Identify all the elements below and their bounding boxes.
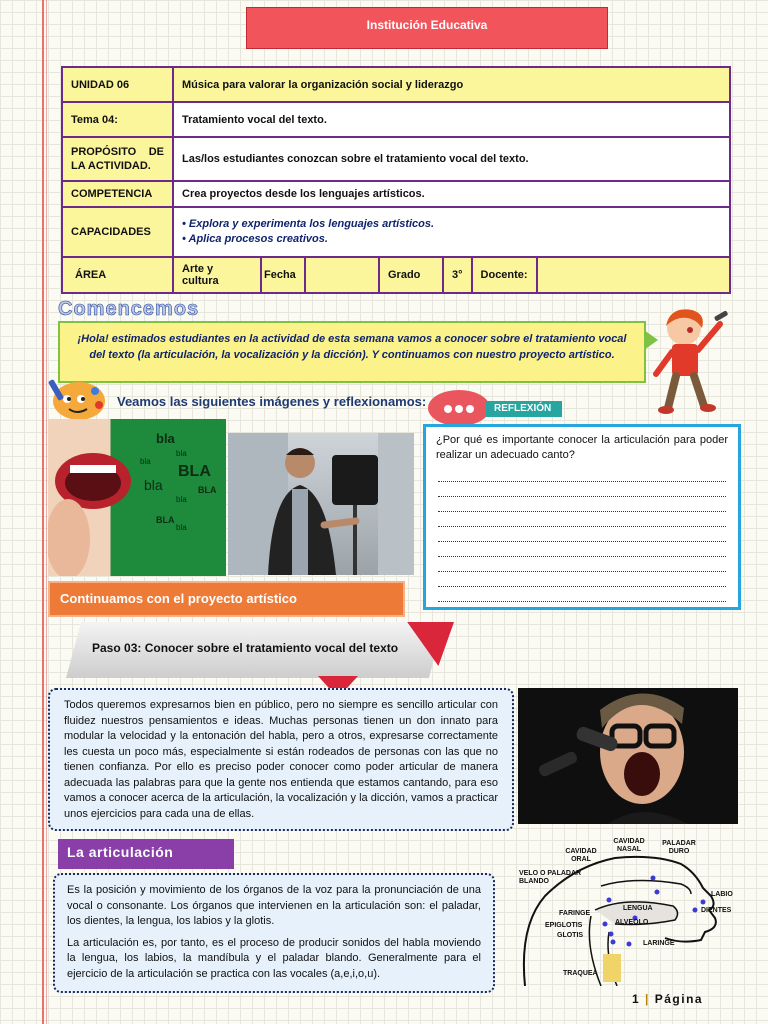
intro-text: Todos queremos expresarnos bien en público, pero no siempre es sencillo articular con fluidez nuestros pensamientos e ideas. Muchas personas tienen un don innato para modular la velocidad y la entonación del habla, pero a otros, expresarse correctamente les cuesta un poco más, especialmente si están rodeados de personas con las que no tienen confianza. Por ello es preciso poder conocer como poder articular de manera adecuada las palabras para que la gente nos entienda que estamos cantando, para eso vamos a conocer acerca de la articulación, la vocalización y la dicción, vamos a practicar unos ejercicios para cada una de ellas. — [64, 699, 498, 820]
label-traquea: TRAQUEA — [563, 970, 598, 977]
margin-line-secondary — [46, 0, 47, 1024]
page-number-value: 1 — [632, 992, 641, 1006]
reflexion-tag: REFLEXIÓN — [486, 401, 562, 417]
proposito-label: PROPÓSITO DE LA ACTIVIDAD. — [62, 137, 173, 181]
area-label: ÁREA — [62, 257, 173, 293]
label-paladar-duro: PALADAR DURO — [662, 840, 696, 855]
label-alveolo: ALVEOLO — [615, 919, 649, 926]
ellipsis-icon — [428, 390, 490, 426]
answer-line[interactable] — [438, 482, 726, 497]
mouth-illustration — [48, 419, 226, 576]
label-cavidad-nasal: CAVIDAD NASAL — [613, 838, 645, 853]
man-singing-illustration — [228, 433, 414, 575]
continuamos-title: Continuamos con el proyecto artístico — [60, 591, 297, 606]
page-word: Página — [654, 992, 704, 1006]
area-value: Arte y cultura — [173, 257, 261, 293]
answer-lines[interactable] — [436, 467, 728, 602]
bla-word: bla — [156, 431, 175, 446]
answer-line[interactable] — [438, 587, 726, 602]
docente-label: Docente: — [472, 257, 537, 293]
articulacion-text-box — [53, 873, 495, 993]
articulacion-title: La articulación — [58, 839, 234, 869]
label-laringe: LARINGE — [643, 940, 675, 947]
reflexion-bubble-icon — [428, 390, 490, 426]
answer-line[interactable] — [438, 497, 726, 512]
answer-line[interactable] — [438, 572, 726, 587]
capacidades-list — [173, 207, 730, 257]
tema-value: Tratamiento vocal del texto. — [173, 102, 730, 137]
veamos-heading: Veamos las siguientes imágenes y reflexionamos: — [117, 394, 427, 409]
institution-title: Institución Educativa — [366, 18, 488, 32]
capacidad-item: • Explora y experimenta los lenguajes artísticos. — [182, 218, 435, 230]
grado-value: 3° — [443, 257, 472, 293]
bla-word: BLA — [198, 485, 217, 495]
label-dientes: DIENTES — [701, 907, 732, 914]
competencia-label: COMPETENCIA — [62, 181, 173, 207]
bla-word: bla — [176, 495, 187, 504]
bla-word: BLA — [156, 515, 175, 525]
institution-header — [246, 7, 608, 49]
man-singing-image — [228, 433, 414, 575]
singer-microphone-image — [518, 688, 738, 824]
capacidades-label: CAPACIDADES — [62, 207, 173, 257]
singing-boy-illustration — [650, 306, 736, 418]
label-labio: LABIO — [711, 891, 733, 898]
greeting-box — [58, 321, 646, 383]
label-faringe: FARINGE — [559, 910, 591, 917]
continuamos-banner — [48, 581, 405, 617]
label-glotis: GLOTIS — [557, 932, 584, 939]
bla-word: bla — [144, 477, 163, 493]
label-epiglotis: EPIGLOTIS — [545, 922, 583, 929]
capacidad-item: • Aplica procesos creativos. — [182, 233, 328, 245]
label-lengua: LENGUA — [623, 905, 653, 912]
fecha-label: Fecha — [261, 257, 305, 293]
unidad-value: Música para valorar la organización social y liderazgo — [173, 67, 730, 102]
unidad-label: UNIDAD 06 — [62, 67, 173, 102]
page-separator: | — [645, 992, 650, 1006]
reflection-question: ¿Por qué es importante conocer la articulación para poder realizar un adecuado canto? — [436, 434, 728, 461]
activity-info-table — [61, 66, 731, 294]
docente-value[interactable] — [537, 257, 730, 293]
competencia-value: Crea proyectos desde los lenguajes artísticos. — [173, 181, 730, 207]
bla-word: bla — [176, 523, 187, 532]
tema-label: Tema 04: — [62, 102, 173, 137]
page-number — [632, 992, 703, 1006]
answer-line[interactable] — [438, 557, 726, 572]
label-cavidad-oral: CAVIDAD ORAL — [565, 848, 597, 863]
talking-mouth-image — [48, 419, 226, 576]
grado-label: Grado — [379, 257, 443, 293]
proposito-value: Las/los estudiantes conozcan sobre el tratamiento vocal del texto. — [173, 137, 730, 181]
label-velo: VELO O PALADAR BLANDO — [519, 870, 582, 885]
fecha-value[interactable] — [305, 257, 379, 293]
bla-word: bla — [140, 457, 151, 466]
paint-palette-icon — [47, 377, 109, 423]
comencemos-title: Comencemos — [58, 298, 200, 320]
reflection-question-box — [423, 424, 741, 610]
answer-line[interactable] — [438, 542, 726, 557]
answer-line[interactable] — [438, 467, 726, 482]
answer-line[interactable] — [438, 512, 726, 527]
paso-title: Paso 03: Conocer sobre el tratamiento vocal del texto — [92, 641, 399, 655]
greeting-text: ¡Hola! estimados estudiantes en la actividad de esta semana vamos a conocer sobre el tratamiento vocal del texto (la articulación, la vocalización y la dicción). Y continuamos con nuestro proyecto artístico. — [77, 333, 627, 361]
singer-illustration — [518, 688, 738, 824]
vocal-anatomy-diagram — [505, 836, 741, 986]
answer-line[interactable] — [438, 527, 726, 542]
articulacion-paragraph-2: La articulación es, por tanto, es el proceso de producir sonidos del habla moviendo la lengua, los labios, la mandíbula y el paladar blando. Generalmente para el ejercicio de la articulación se practica con las vocales (a,e,i,o,u). — [67, 936, 481, 980]
bla-word: BLA — [178, 463, 211, 480]
intro-text-box — [48, 688, 514, 831]
articulacion-paragraph-1: Es la posición y movimiento de los órganos de la voz para la pronunciación de una vocal o consonante. Los órganos que intervienen en la articulación son: el paladar, los dientes, la lengua, los labios y la glotis. — [67, 884, 481, 927]
bla-word: bla — [176, 449, 187, 458]
margin-line — [42, 0, 44, 1024]
